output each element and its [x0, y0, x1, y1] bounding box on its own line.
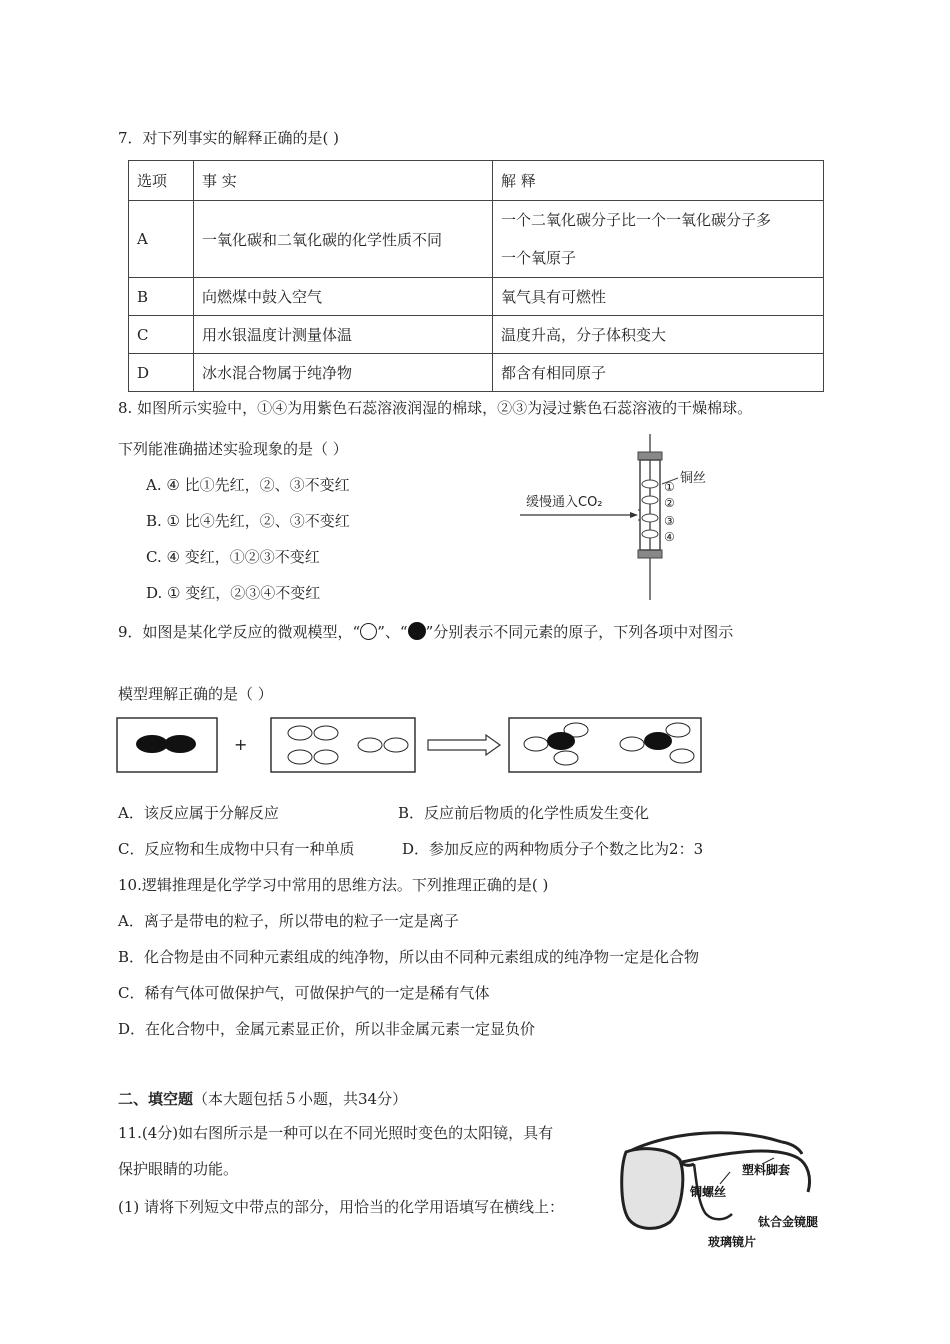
ball-label-1: ①	[664, 480, 675, 494]
q10-option-c: C．稀有气体可做保护气，可做保护气的一定是稀有气体	[118, 984, 490, 1002]
row-fact: 用水银温度计测量体温	[194, 316, 493, 354]
row-fact: 向燃煤中鼓入空气	[194, 278, 493, 316]
q9-option-d: D．参加反应的两种物质分子个数之比为2：3	[402, 840, 704, 858]
header-option: 选项	[129, 161, 194, 201]
section-heading	[118, 1089, 407, 1109]
cotton-ball-1	[642, 480, 658, 488]
cotton-ball-4	[642, 530, 658, 538]
sunglasses-figure	[612, 1118, 832, 1252]
q9-option-c: C．反应物和生成物中只有一种单质	[118, 840, 355, 858]
ball-label-2: ②	[664, 496, 675, 510]
label-titanium-temple: 钛合金镜腿	[758, 1215, 819, 1229]
q8-stem-line1: 8. 如图所示实验中，①④为用紫色石蕊溶液润湿的棉球，②③为浸过紫色石蕊溶液的干燥棉球。	[118, 399, 753, 417]
q8-option-a: A. ④ 比①先红，②、③不变红	[146, 476, 350, 494]
dark-atom	[136, 735, 168, 753]
row-explain: 温度升高，分子体积变大	[493, 316, 824, 354]
cotton-ball-3	[642, 514, 658, 522]
top-stopper	[638, 452, 662, 460]
ball-label-4: ④	[664, 530, 675, 544]
reaction-model-figure	[116, 714, 706, 776]
label-glass-lens: 玻璃镜片	[708, 1235, 757, 1249]
temple-rear	[632, 1133, 782, 1150]
row-fact: 冰水混合物属于纯净物	[194, 354, 493, 392]
q11-line1: 11.(4分)如右图所示是一种可以在不同光照时变色的太阳镜，具有	[118, 1124, 554, 1142]
section-note: （本大题包括５小题，共34分）	[193, 1090, 408, 1108]
q11-line2: 保护眼睛的功能。	[118, 1160, 239, 1178]
q8-option-c: C. ④ 变红，①②③不变红	[146, 548, 320, 566]
temple-front	[682, 1151, 798, 1162]
q9-stem-a: 9．如图是某化学反应的微观模型，“	[118, 623, 361, 641]
q11-line3: (1) 请将下列短文中带点的部分，用恰当的化学用语填写在横线上：	[118, 1198, 565, 1216]
table-row	[129, 316, 824, 354]
inlet-label: 缓慢通入CO₂	[526, 495, 603, 510]
filled-circle-icon	[408, 622, 426, 640]
q7-stem: 7．对下列事实的解释正确的是( )	[118, 129, 340, 147]
q8-option-d: D. ① 变红，②③④不变红	[146, 584, 321, 602]
row-explain	[493, 201, 824, 278]
q9-option-a: A．该反应属于分解反应	[118, 804, 279, 822]
reaction-arrow	[428, 735, 500, 755]
q7-table	[128, 160, 824, 392]
row-fact: 一氧化碳和二氧化碳的化学性质不同	[194, 201, 493, 278]
q10-option-d: D．在化合物中，金属元素显正价，所以非金属元素一定显负价	[118, 1020, 536, 1038]
q8-option-b: B. ① 比④先红，②、③不变红	[146, 512, 350, 530]
q8-stem-line2: 下列能准确描述实验现象的是（ ）	[118, 440, 348, 458]
row-option: A	[129, 201, 194, 278]
cotton-ball-2	[642, 496, 658, 504]
table-row	[129, 201, 824, 278]
table-row	[129, 354, 824, 392]
label-plastic-tip: 塑料脚套	[742, 1163, 791, 1177]
row-explain-line2: 一个氧原子	[501, 249, 577, 267]
row-option: C	[129, 316, 194, 354]
q10-option-b: B．化合物是由不同种元素组成的纯净物，所以由不同种元素组成的纯净物一定是化合物	[118, 948, 700, 966]
q10-option-a: A．离子是带电的粒子，所以带电的粒子一定是离子	[118, 912, 459, 930]
table-row	[129, 278, 824, 316]
open-circle-icon	[360, 623, 377, 640]
q9-stem-line2: 模型理解正确的是（ ）	[118, 685, 273, 703]
q9-stem-c: ”分别表示不同元素的原子，下列各项中对图示	[425, 623, 734, 641]
header-explain: 解 释	[493, 161, 824, 201]
section-title: 二、填空题	[118, 1090, 194, 1108]
header-fact: 事 实	[194, 161, 493, 201]
co2-experiment-figure	[512, 432, 722, 602]
q9-stem-b: ”、“	[377, 623, 408, 641]
row-explain: 氧气具有可燃性	[493, 278, 824, 316]
row-explain-line1: 一个二氧化碳分子比一个一氧化碳分子多	[501, 211, 772, 229]
table-header-row	[129, 161, 824, 201]
q9-stem	[118, 622, 733, 642]
wire-label: 铜丝	[680, 471, 707, 486]
glass-lens	[622, 1149, 683, 1229]
plus-sign: +	[234, 735, 248, 754]
row-explain: 都含有相同原子	[493, 354, 824, 392]
row-option: D	[129, 354, 194, 392]
bottom-stopper	[638, 550, 662, 558]
ball-label-3: ③	[664, 514, 675, 528]
label-copper-screw: 铜螺丝	[690, 1185, 727, 1199]
q9-option-b: B．反应前后物质的化学性质发生变化	[398, 804, 650, 822]
row-option: B	[129, 278, 194, 316]
dark-atom	[164, 735, 196, 753]
q10-stem: 10.逻辑推理是化学学习中常用的思维方法。下列推理正确的是( )	[118, 876, 549, 894]
